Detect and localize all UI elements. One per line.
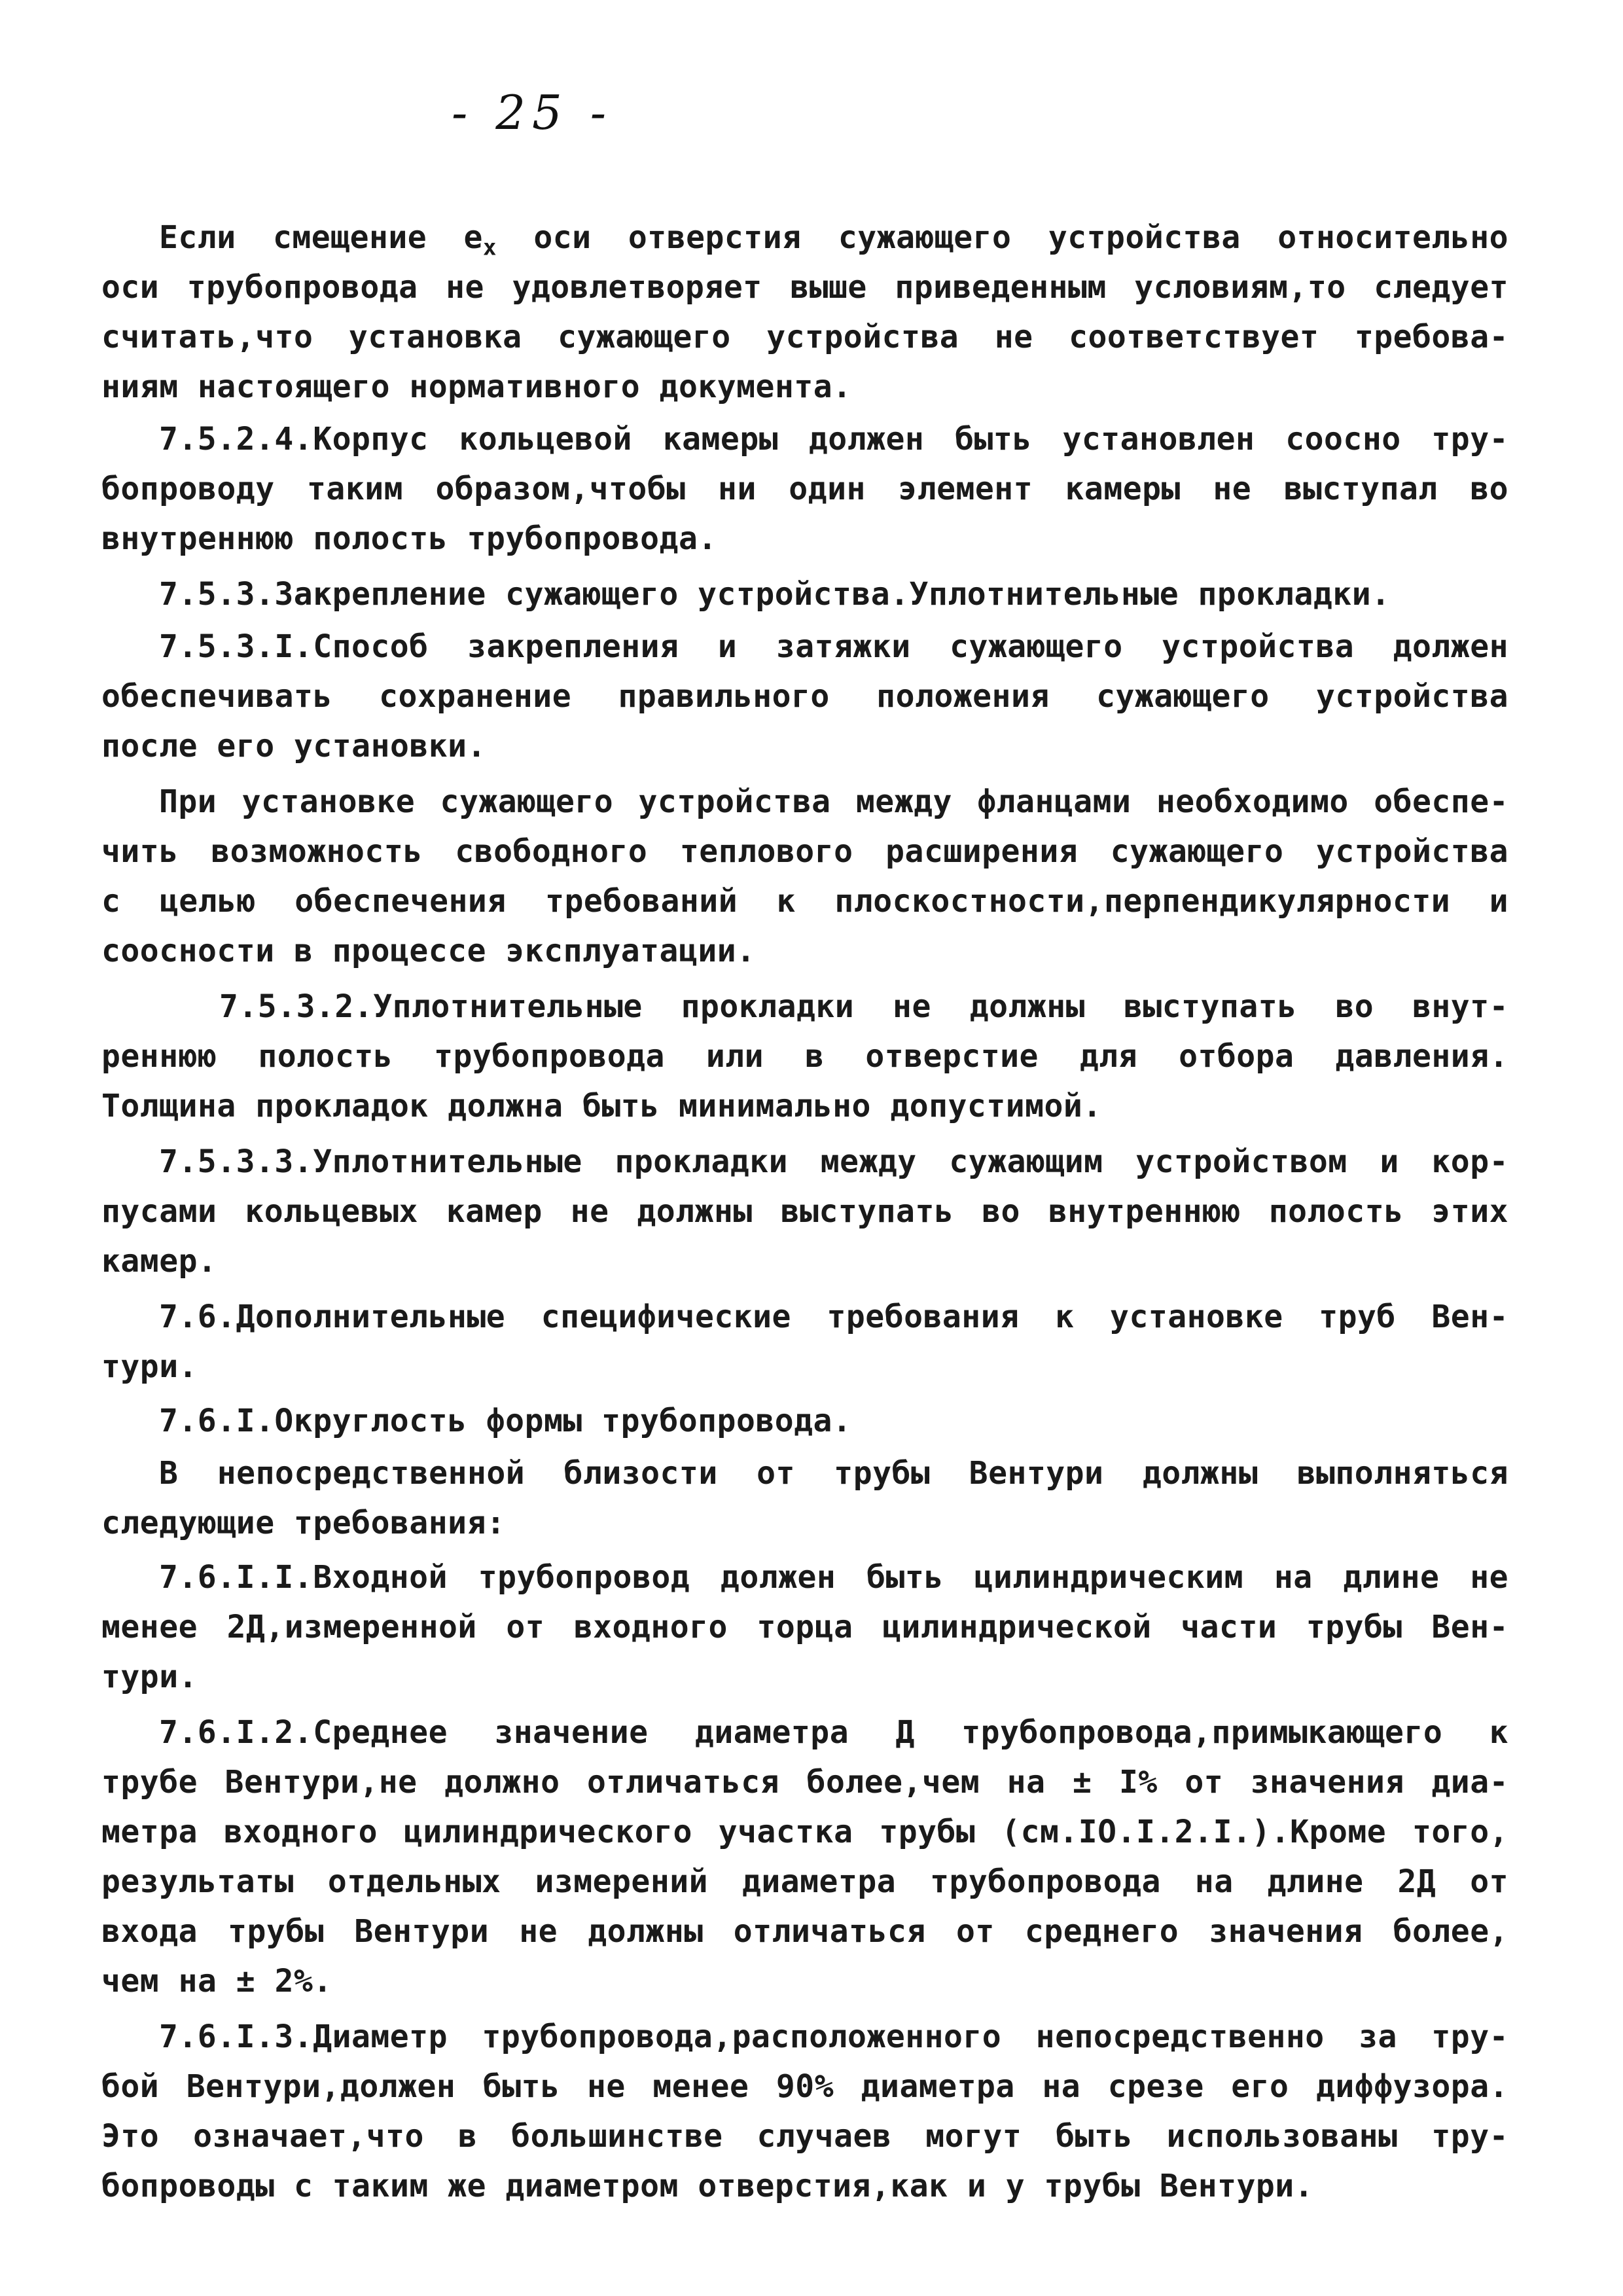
text-line: внутреннюю полость трубопровода. [101, 520, 717, 557]
line-text: Если смещение e [159, 219, 483, 256]
text-line: считать,что установка сужающего устройства не соответствует требова- [101, 319, 1508, 355]
text-line: бой Вентури,должен быть не менее 90% диаметра на срезе его диффузора. [101, 2068, 1508, 2105]
text-line: Толщина прокладок должна быть минимально допустимой. [101, 1088, 1102, 1124]
text-line: 7.5.3.I.Способ закрепления и затяжки сужающего устройства должен [159, 628, 1508, 665]
text-line: входа трубы Вентури не должны отличаться от среднего значения более, [101, 1913, 1508, 1950]
subscript-x: x [482, 234, 497, 261]
text-line: с целью обеспечения требований к плоскостности,перпендикулярности и [101, 883, 1508, 920]
line-text: оси отверстия сужающего устройства относительно [496, 219, 1508, 256]
text-line: 7.6.Дополнительные специфические требования к установке труб Вен- [159, 1299, 1508, 1335]
text-line: 7.5.2.4.Корпус кольцевой камеры должен быть установлен соосно тру- [159, 421, 1508, 457]
text-line: реннюю полость трубопровода или в отверстие для отбора давления. [101, 1038, 1508, 1075]
text-line: результаты отдельных измерений диаметра трубопровода на длине 2Д от [101, 1863, 1508, 1900]
text-line: 7.6.I.Округлость формы трубопровода. [159, 1403, 852, 1439]
text-line: менее 2Д,измеренной от входного торца цилиндрической части трубы Вен- [101, 1609, 1508, 1645]
text-line: 7.6.I.I.Входной трубопровод должен быть цилиндрическим на длине не [159, 1559, 1508, 1596]
text-line: 7.5.3.2.Уплотнительные прокладки не должны выступать во внут- [219, 988, 1508, 1025]
text-line: 7.6.I.3.Диаметр трубопровода,расположенного непосредственно за тру- [159, 2018, 1508, 2055]
text-line: камер. [101, 1243, 217, 1280]
text-line: Это означает,что в большинстве случаев могут быть использованы тру- [101, 2118, 1508, 2155]
text-line: метра входного цилиндрического участка трубы (см.IO.I.2.I.).Кроме того, [101, 1814, 1508, 1850]
page-number: - 25 - [452, 85, 613, 140]
text-line: 7.6.I.2.Среднее значение диаметра Д трубопровода,примыкающего к [159, 1714, 1508, 1751]
text-line [101, 219, 1508, 261]
text-line: В непосредственной близости от трубы Вентури должны выполняться [159, 1455, 1508, 1492]
text-line: трубе Вентури,не должно отличаться более,чем на ± I% от значения диа- [101, 1764, 1508, 1801]
text-line: бопроводы с таким же диаметром отверстия,как и у трубы Вентури. [101, 2168, 1314, 2204]
text-line: соосности в процессе эксплуатации. [101, 933, 756, 969]
text-line: бопроводу таким образом,чтобы ни один элемент камеры не выступал во [101, 471, 1508, 507]
text-line: 7.5.3.3.Уплотнительные прокладки между сужающим устройством и кор- [159, 1143, 1508, 1180]
text-line: обеспечивать сохранение правильного положения сужающего устройства [101, 678, 1508, 715]
text-line: При установке сужающего устройства между фланцами необходимо обеспе- [159, 783, 1508, 820]
text-line: пусами кольцевых камер не должны выступать во внутреннюю полость этих [101, 1193, 1508, 1230]
text-line: тури. [101, 1659, 198, 1695]
text-line: 7.5.3.Закрепление сужающего устройства.Уплотнительные прокладки. [159, 576, 1391, 613]
text-line: ниям настоящего нормативного документа. [101, 368, 852, 405]
text-line: чем на ± 2%. [101, 1963, 332, 2000]
text-line: оси трубопровода не удовлетворяет выше приведенным условиям,то следует [101, 269, 1508, 306]
text-line: следующие требования: [101, 1505, 506, 1541]
text-line: тури. [101, 1348, 198, 1385]
text-line: чить возможность свободного теплового расширения сужающего устройства [101, 833, 1508, 870]
text-line: после его установки. [101, 728, 486, 764]
